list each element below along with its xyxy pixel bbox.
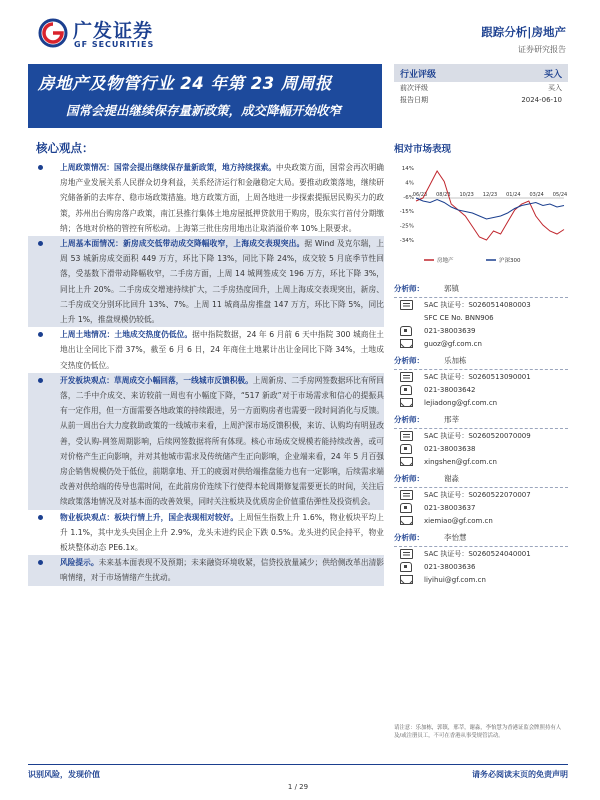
analyst-card <box>394 352 568 409</box>
analyst-cert: SAC 执证号：S0260514080003 <box>424 300 531 309</box>
analyst-phone-row <box>394 560 568 573</box>
analyst-name: 郭镇 <box>444 284 459 293</box>
phone-icon <box>400 326 412 336</box>
phone-icon <box>400 385 412 395</box>
series-line-1 <box>416 198 564 219</box>
report-subtitle: 国常会提出继续保存量新政策，成交降幅开始收窄 <box>66 103 342 118</box>
footer-slogan: 识别风险，发现价值 <box>28 770 100 779</box>
core-view-item <box>28 327 384 373</box>
analyst-role: 分析师： <box>394 415 424 424</box>
core-view-body: 未来基本面表现不及预期；未来融资环境收紧，信贷投放量减少；供给侧改革出清影响情绪，对于市场情绪产生扰动。 <box>60 558 384 583</box>
analyst-email[interactable]: xingshen@gf.com.cn <box>424 457 497 466</box>
rating-row-label: 报告日期 <box>400 96 428 104</box>
y-tick-label: -15% <box>399 209 414 216</box>
rating-header <box>394 64 568 82</box>
analyst-header <box>394 411 568 429</box>
core-view-item <box>28 510 384 556</box>
core-view-lead: 风险提示。 <box>60 558 99 568</box>
analyst-email[interactable]: liyihui@gf.com.cn <box>424 575 486 584</box>
legend-label: 沪深300 <box>499 258 521 264</box>
core-view-lead: 上周政策情况：国常会提出继续保存量新政策，地方持续探索。 <box>60 163 276 172</box>
gf-logo-icon <box>38 18 68 48</box>
y-tick-label: 4% <box>405 180 414 187</box>
analyst-cert-row <box>394 370 568 383</box>
analyst-email[interactable]: lejiadong@gf.com.cn <box>424 398 498 407</box>
mail-icon <box>400 575 413 584</box>
id-card-icon <box>400 372 413 382</box>
relative-performance-chart <box>394 160 568 270</box>
rating-row-value: 买入 <box>548 84 562 92</box>
market-performance-heading: 相对市场表现 <box>394 144 452 155</box>
analyst-cert: SAC 执证号：S0260520070009 <box>424 431 531 440</box>
x-tick-label: 01/24 <box>506 192 521 198</box>
analyst-phone-row <box>394 442 568 455</box>
analyst-phone: 021-38003636 <box>424 562 476 571</box>
analyst-list <box>394 280 568 588</box>
brand-name-cn: 广发证券 <box>73 20 154 42</box>
core-view-body: 上周恒生指数上升 1.6%，物业板块平均上升 1.1%，其中龙头央国企上升 2.9%，龙头未进约民企下跌 0.5%。龙头进约民企持平，物业板块整体动态 PE6.1x。 <box>60 512 384 553</box>
analyst-cert2-row <box>394 311 568 324</box>
core-view-item <box>28 373 384 510</box>
analyst-header <box>394 470 568 488</box>
analyst-email-row <box>394 514 568 527</box>
id-card-icon <box>400 490 413 500</box>
x-tick-label: 06/23 <box>412 192 428 198</box>
rating-value: 买入 <box>543 69 562 80</box>
analyst-cert: SAC 执证号：S0260522070007 <box>424 490 531 499</box>
id-card-icon <box>400 549 413 559</box>
rating-row-value: 2024-06-10 <box>521 96 562 104</box>
x-tick-label: 10/23 <box>459 192 474 198</box>
analyst-card <box>394 529 568 586</box>
report-header <box>0 0 600 60</box>
core-views-list <box>28 160 384 586</box>
footer-disclaimer: 请务必阅读末页的免责声明 <box>472 770 568 779</box>
analyst-name: 李怡慧 <box>444 533 467 542</box>
page-footer <box>28 764 568 791</box>
core-view-item <box>28 236 384 327</box>
analyst-email-row <box>394 337 568 350</box>
phone-icon <box>400 503 412 513</box>
analyst-email[interactable]: xiemiao@gf.com.cn <box>424 516 493 525</box>
rating-row-label: 前次评级 <box>400 84 428 92</box>
analyst-header <box>394 280 568 298</box>
core-view-item <box>28 555 384 585</box>
core-view-item <box>28 160 384 236</box>
analyst-card <box>394 470 568 527</box>
mail-icon <box>400 457 413 466</box>
page-number: 1 / 29 <box>287 783 309 791</box>
analyst-cert-row <box>394 298 568 311</box>
id-card-icon <box>400 300 413 310</box>
rating-row <box>394 82 568 94</box>
analyst-role: 分析师： <box>394 474 424 483</box>
analyst-phone-row <box>394 501 568 514</box>
id-card-icon <box>400 431 413 441</box>
analyst-phone-row <box>394 324 568 337</box>
core-view-body: 据 Wind 及克尔瑞，上周 53 城新房成交面积 449 万方，环比下降 13%，同比下降 24%，成交较 5 月底季节性回落，受基数下滑带动降幅收窄，二手房方面，上周 14 城网签成交 196 万方，环比下降 3%，同比上升 20%。二手房成交增速持续扩大，二手房热度回升，上周上海成交表现突出，新房、二手房成交分别环比回升 13%、7%。上周 11 城商品房推盘 147 万方，环比下降 5%，同比上升 1%，推盘规模仍较低。 <box>60 239 384 325</box>
analyst-name: 乐加栋 <box>444 356 467 365</box>
analyst-role: 分析师： <box>394 284 424 293</box>
core-view-lead: 开发板块观点：草周成交小幅回落，一线城市反馈积极。 <box>60 375 253 385</box>
y-tick-label: -6% <box>403 194 414 201</box>
analyst-role: 分析师： <box>394 533 424 542</box>
analyst-role: 分析师： <box>394 356 424 365</box>
mail-icon <box>400 516 413 525</box>
y-tick-label: 14% <box>401 166 414 172</box>
report-title-banner <box>28 64 382 128</box>
analyst-phone: 021-38003639 <box>424 326 476 335</box>
rating-label: 行业评级 <box>400 69 437 80</box>
brand-name-en: GF SECURITIES <box>74 40 155 49</box>
core-view-lead: 上周土地情况：土地成交热度仍低位。 <box>60 330 193 340</box>
report-subtype: 证券研究报告 <box>518 45 566 54</box>
industry-rating-box <box>394 64 568 106</box>
analyst-cert-row <box>394 429 568 442</box>
analyst-header <box>394 352 568 370</box>
analyst-phone: 021-38003637 <box>424 503 476 512</box>
core-views-heading: 核心观点： <box>36 141 94 155</box>
x-tick-label: 12/23 <box>482 192 498 198</box>
analyst-cert-sfc: SFC CE No. BNN906 <box>424 313 494 322</box>
legend-label: 房地产 <box>437 258 454 264</box>
report-type: 跟踪分析|房地产 <box>481 25 566 39</box>
analyst-email-row <box>394 573 568 586</box>
phone-icon <box>400 444 412 454</box>
core-view-body: 中央政策方面，国常会再次明确房地产业发展关系人民群众切身利益，关系经济运行和金融稳定大局。要推动政策落地，继续研究储备新的去库存、稳市场政策措施。地方政策方面，上周各地进一步探索提振居民购买力的政策，苏州出台购房落户政策，南江县推行集体土地房屋抵押贷款用于购房，股东实行首付分期缴纳；各地对价格的管控有所松动。上海第三批住房用地出让取消溢价率 10%上限要求。 <box>60 163 384 233</box>
rating-row <box>394 94 568 106</box>
mail-icon <box>400 398 413 407</box>
analyst-name: 谢淼 <box>444 474 459 483</box>
phone-icon <box>400 562 412 572</box>
analyst-phone: 021-38003642 <box>424 385 476 394</box>
analyst-cert-row <box>394 547 568 560</box>
analyst-cert: SAC 执证号：S0260513090001 <box>424 372 531 381</box>
x-tick-label: 05/24 <box>552 192 568 198</box>
analyst-phone-row <box>394 383 568 396</box>
analyst-cert-row <box>394 488 568 501</box>
x-tick-label: 03/24 <box>529 192 544 198</box>
analyst-header <box>394 529 568 547</box>
y-tick-label: -25% <box>399 223 414 230</box>
disclaimer-note: 请注意：乐加栋，郭镇，邢莘，谢淼，李怡慧为香港证监会牌照持有人及/或注册员工，不可在香港从事受规管活动。 <box>394 725 562 739</box>
analyst-email-row <box>394 455 568 468</box>
y-tick-label: -34% <box>399 238 414 244</box>
mail-icon <box>400 339 413 348</box>
x-tick-label: 08/23 <box>436 192 451 198</box>
core-view-lead: 上周基本面情况：新房成交低带动成交降幅收窄，上海成交表现突出。 <box>60 239 305 249</box>
core-view-lead: 物业板块观点：板块行情上升，国企表现相对较好。 <box>60 512 239 522</box>
analyst-email-row <box>394 396 568 409</box>
core-view-body: 上周新房、二手房网签数据环比有所回落，二手中介成交、来访较前一周也有小幅度下降，“517 新政”对于市场需求和信心的提振具有一定作用，但一方面需要各地政策的持续跟进，另一方面购房者也需要一段时间消化与反馈。从前一周出台大力度救助政策的一线城市来看，上周沪深市场反馈积极，来访、认购均有明显改善，受认购-网签周期影响，后续网签数据将所有体现。核心市场成交规模若能持续改善，或可对价格产生正向影响，并对其他城市需求及传统储产生正向影响，企业端来看，24 年 5 月百强房企销售规模仍处于低位，前期拿地、开工的疲弱对供给端推盘能力也有一定影响，后续需求端改善对供给端的传导也需时间，在此前房价连续下行使得本轮周期修复需要更长的时间，关注后续政策落地情况及对基本面的改善效果，同时关注板块及优质房企价值重估弹性及投资机会。 <box>60 375 384 507</box>
core-view-body: 据中指院数据，24 年 6 月前 6 天中指院 300 城商住土地出让全同比下滑 37%，截至 6 月 6 日，24 年商住土地累计出让金同比下降 34%，土地成交热度仍低位。 <box>60 330 384 370</box>
analyst-card <box>394 280 568 350</box>
analyst-name: 邢莘 <box>444 415 459 424</box>
analyst-cert: SAC 执证号：S0260524040001 <box>424 549 531 558</box>
analyst-phone: 021-38003638 <box>424 444 476 453</box>
analyst-email[interactable]: guoz@gf.com.cn <box>424 339 482 348</box>
analyst-card <box>394 411 568 468</box>
report-title: 房地产及物管行业 24 年第 23 周周报 <box>38 74 332 93</box>
